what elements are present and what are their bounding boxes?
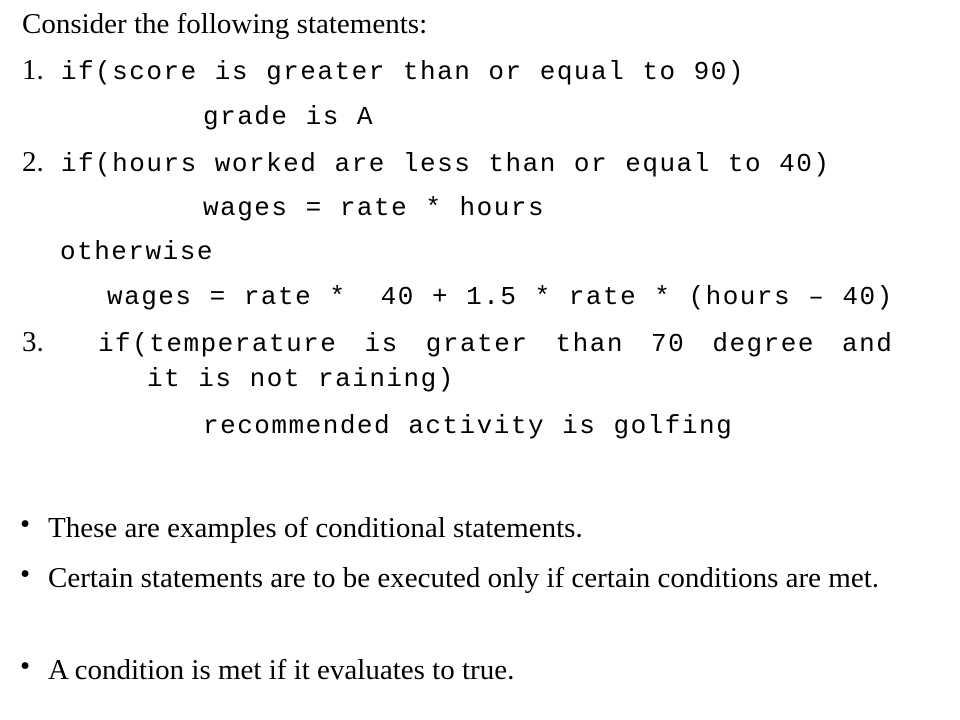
bullet-icon: • bbox=[20, 508, 31, 540]
statement-1-condition: if(score is greater than or equal to 90) bbox=[43, 57, 745, 87]
intro-heading: Consider the following statements: bbox=[22, 8, 428, 40]
statement-3-number: 3. bbox=[22, 326, 44, 358]
statement-1-number: 1. bbox=[22, 54, 44, 86]
bullet-item bbox=[20, 650, 950, 690]
statement-2-action: wages = rate * hours bbox=[203, 193, 546, 223]
statement-3-condition: if(temperature is grater than 70 degree and bbox=[43, 329, 894, 359]
bullet-icon: • bbox=[20, 650, 31, 682]
bullet-icon: • bbox=[20, 558, 31, 590]
statement-3 bbox=[22, 326, 893, 359]
bullet-item bbox=[20, 558, 950, 598]
bullet-text: These are examples of conditional statements. bbox=[48, 512, 583, 544]
statement-2-else-action: wages = rate * 40 + 1.5 * rate * (hours – 40) bbox=[107, 282, 894, 312]
statement-1-action: grade is A bbox=[203, 102, 375, 132]
bullet-text: A condition is met if it evaluates to true. bbox=[48, 654, 515, 686]
statement-3-action: recommended activity is golfing bbox=[203, 411, 734, 441]
statement-2 bbox=[22, 146, 830, 179]
statement-3-condition-continued: it is not raining) bbox=[147, 364, 455, 394]
statement-2-number: 2. bbox=[22, 146, 44, 178]
bullet-item bbox=[20, 508, 950, 548]
statement-2-condition: if(hours worked are less than or equal to 40) bbox=[43, 149, 831, 179]
bullet-text: Certain statements are to be executed only if certain conditions are met. bbox=[48, 562, 880, 594]
statement-2-otherwise: otherwise bbox=[60, 237, 214, 267]
statement-1 bbox=[22, 54, 745, 87]
